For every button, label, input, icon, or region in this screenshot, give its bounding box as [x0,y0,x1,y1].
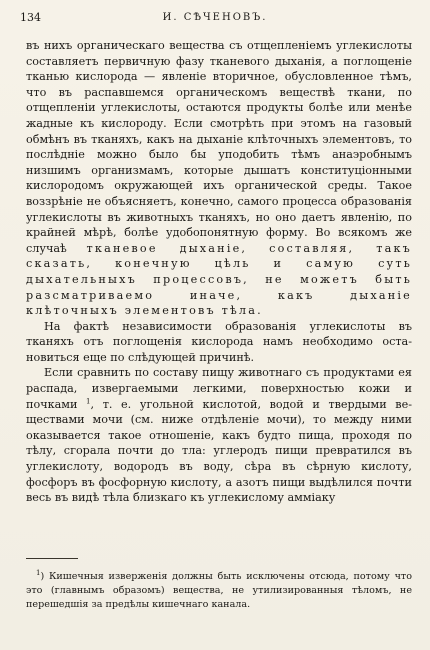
page-header [20,10,410,26]
paragraph-1-text: въ нихъ органическаго вещества съ отщепленіемъ углекислоты составляетъ первичную фазу тканевого дыханія, а поглощеніе тканью кислорода — явленіе вторичное, обусловленное тѣмъ, что въ распавшемся органическомъ веществѣ ткани, по отщепленіи углекислоты, остаются продукты болѣе или менѣе жадные къ кислороду. Если смотрѣть при этомъ на газовый обмѣнъ въ тканяхъ, какъ на дыханіе клѣточныхъ элементовъ, то послѣдніе можно было бы уподобить тѣмъ анаэробнымъ низшимъ организмамъ, которые дышатъ конституціонными кислородомъ окружающей ихъ органической среды. Такое воззрѣніе не объясняетъ, конечно, самого процесса образованія углекислоты въ животныхъ тканяхъ, но оно даетъ явленію, по крайней мѣрѣ, болѣе удобопонятную форму. Во всякомъ же случаѣ [26,39,412,255]
paragraph-3-text-b: , т. е. угольной кислотой, водой и твердыми веществами мочи (см. ниже отдѣленіе мочи), то между ними оказывается такое отношеніе, какъ будто пища, проходя по тѣлу, сгорала почти до тла: углеродъ пищи превратился въ углекислоту, водородъ въ воду, сѣра въ сѣрную кислоту, фосфоръ въ фосфорную кислоту, а азотъ пищи выдѣлился почти весь въ видѣ тѣла близкаго къ углекислому аммiаку [26,397,412,505]
footnote [26,570,412,612]
running-head: И. СѢЧЕНОВЪ. [162,12,268,23]
paragraph-1 [26,38,412,319]
footnote-reference[interactable]: 1 [86,396,91,405]
paragraph-3-text-a: Если сравнить по составу пищу животнаго съ продуктами ея распада, извергаемыми легкими, поверхностью кожи и почками [26,366,412,411]
spaced-emphasis-text: тканевое дыханіе, составляя, такъ сказать, конечную цѣль и самую суть дыхательныхъ процессовъ, не можетъ быть разсматриваемо иначе, какъ дыханіе клѣточныхъ элементовъ тѣла. [26,241,412,318]
paragraph-2: На фактѣ независимости образованія углекислоты въ тканяхъ отъ поглощенія кислорода намъ необходимо остановиться еще по слѣдующей причинѣ. [26,319,412,364]
body-text [26,38,412,506]
footnote-text: ) Кишечныя изверженія должны быть исключены отсюда, потому что это (главнымъ образомъ) вещества, не утилизированныя тѣломъ, не перешедшія за предѣлы кишечнаго канала. [26,571,412,610]
footnote-rule [26,558,78,559]
page-number: 134 [20,11,41,24]
footnote-marker: 1 [36,568,41,577]
paragraph-3 [26,365,412,505]
